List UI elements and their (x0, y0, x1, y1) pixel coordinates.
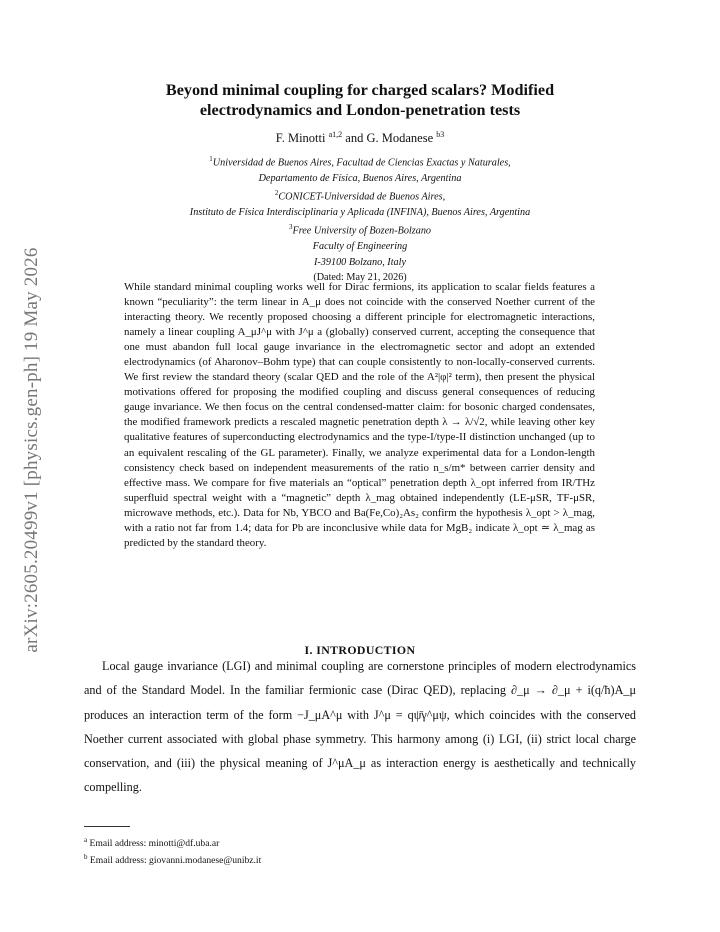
arxiv-identifier: arXiv:2605.20499v1 [physics.gen-ph] 19 May 2026 (21, 247, 42, 653)
section-heading: I. INTRODUCTION (304, 643, 416, 657)
author-conjunction: and (345, 131, 364, 146)
author-name: G. Modanese (366, 131, 434, 146)
affiliation-line (80, 220, 640, 239)
affiliation-line (80, 186, 640, 205)
paper-title (100, 80, 620, 120)
author-name: F. Minotti (275, 131, 326, 146)
author-affiliation-marks: a1,2 (328, 130, 343, 139)
footnote-text: Email address: giovanni.modanese@unibz.it (89, 854, 262, 866)
affiliation-line: Departamento de Física, Buenos Aires, Argentina (258, 172, 462, 184)
footnotes (84, 834, 636, 867)
footnote (84, 851, 636, 868)
affiliation-text: Free University of Bozen-Bolzano (292, 225, 432, 237)
footnote-rule (84, 826, 130, 827)
affiliation-text: CONICET-Universidad de Buenos Aires, (278, 191, 446, 203)
introduction-paragraph: Local gauge invariance (LGI) and minimal coupling are cornerstone principles of modern electrodynamics and of the Standard Model. In the familiar fermionic case (Dirac QED), replacing ∂_μ → ∂_μ + i(q/ħ)A_μ produces an interaction term of the form −J_μA^μ with J^μ = qψ̄γ^μψ, which coincides with the conserved Noether current associated with global phase symmetry. This harmony among (i) LGI, (ii) strict local charge conservation, and (iii) the physical meaning of J^μA_μ as interaction energy is aesthetically and technically compelling. (84, 659, 636, 795)
title-line-1: Beyond minimal coupling for charged scalars? Modified (165, 81, 555, 99)
affiliation-line: I-39100 Bolzano, Italy (314, 256, 406, 268)
footnote-mark: a (84, 836, 88, 844)
affiliation-line: Faculty of Engineering (312, 241, 408, 253)
affiliations (80, 152, 640, 285)
affiliation-text: Universidad de Buenos Aires, Facultad de Ciencias Exactas y Naturales, (212, 157, 511, 169)
affiliation-mark: 1 (209, 155, 213, 163)
affiliation-line: Instituto de Física Interdisciplinaria y Aplicada (INFINA), Buenos Aires, Argentina (189, 207, 531, 218)
author-affiliation-marks: b3 (436, 130, 445, 139)
footnote-text: Email address: minotti@df.uba.ar (89, 838, 220, 850)
title-line-2: electrodynamics and London-penetration tests (199, 101, 521, 119)
footnote (84, 834, 636, 851)
author-list (100, 130, 620, 146)
affiliation-mark: 2 (274, 189, 279, 198)
abstract: While standard minimal coupling works well for Dirac fermions, its application to scalar fields features a known “peculiarity”: the term linear in A_μ does not coincide with the conserved Noether current of the interacting theory. We recently proposed choosing a different principle for electromagnetic interactions, namely a linear coupling A_μJ^μ with J^μ a (globally) conserved current, accepting the consequence that one must abandon full local gauge invariance in the electromagnetic sector and adopt an extended electrodynamics (of Aharonov–Bohm type) that can couple consistently to non-locally-conserved currents. We first review the standard theory (scalar QED and the role of the A²|φ|² term), then present the physical motivations offered for proposing the modified coupling and discuss general consequences of reducing gauge invariance. We then focus on the central condensed-matter claim: for bosonic charged condensates, the modified framework predicts a rescaled magnetic penetration depth λ → λ/√2, while leaving other key qualitative features of superconducting electrodynamics and the type-I/type-II distinction unchanged (up to an equivalent rescaling of the GL parameter). Finally, we analyze experimental data for a London-length consistency check based on independent measurements of the ratio n_s/m* between carrier density and effective mass. We compare for five materials an “optical” penetration depth λ_opt inferred from IR/THz superfluid spectral weight with a “magnetic” depth λ_mag obtained independently (LE-μSR, TF-μSR, microwave methods, etc.). Data for Nb, YBCO and Ba(Fe,Co)₂As₂ confirm the hypothesis λ_opt > λ_mag, with a ratio not far from 1.4; data for Pb are inconclusive while data for MgB₂ indicate λ_opt ≃ λ_mag as predicted by the standard theory. (124, 281, 595, 549)
affiliation-line (80, 152, 640, 171)
date-line: (Dated: May 21, 2026) (313, 272, 407, 284)
arxiv-sidebar-stamp (12, 210, 52, 690)
affiliation-mark: 3 (288, 223, 293, 232)
footnote-mark: b (84, 852, 88, 861)
